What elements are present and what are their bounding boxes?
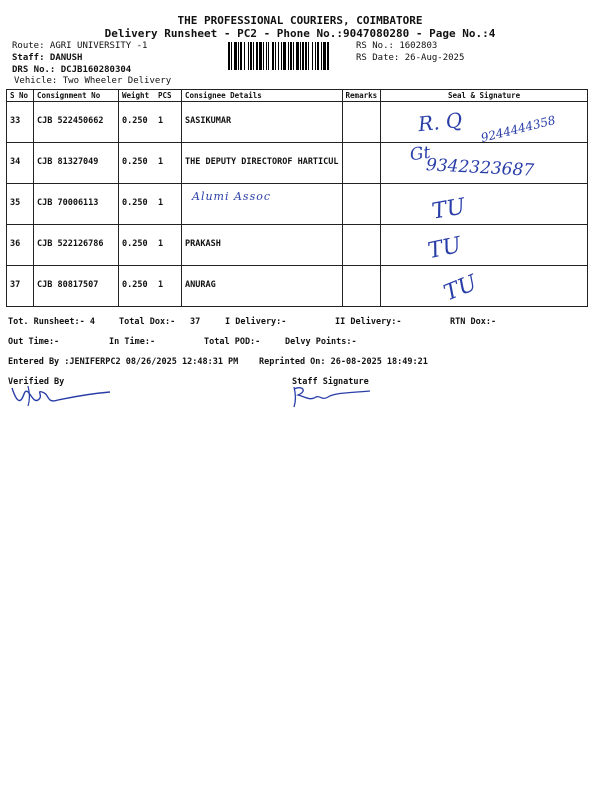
- staff-signature-scribble: [286, 383, 376, 409]
- row37-signature: TU: [440, 270, 481, 307]
- cell-remarks: [342, 184, 381, 225]
- barcode-bar: [238, 42, 239, 70]
- cell-consignment: CJB 70006113: [34, 184, 119, 225]
- cell-pcs: 1: [155, 184, 182, 225]
- row36-signature: TU: [425, 232, 464, 265]
- table-header-row: [7, 90, 588, 102]
- barcode-bar: [272, 42, 274, 70]
- col-seal-signature: Seal & Signature: [381, 90, 588, 102]
- cell-remarks: [342, 102, 381, 143]
- barcode-bar: [240, 42, 242, 70]
- cell-consignee: ANURAG: [182, 266, 343, 307]
- barcode-bar: [248, 42, 249, 70]
- table-row: [7, 266, 588, 307]
- barcode-bar: [308, 42, 309, 70]
- entered-by: Entered By :JENIFERPC2 08/26/2025 12:48:31 PM: [8, 357, 239, 367]
- rtn-dox-label: RTN Dox:-: [450, 317, 497, 327]
- barcode-bar: [259, 42, 262, 70]
- barcode-bar: [315, 42, 316, 70]
- reprinted-on: Reprinted On: 26-08-2025 18:49:21: [259, 357, 428, 367]
- rs-date: RS Date: 26-Aug-2025: [356, 53, 465, 63]
- cell-signature: [381, 225, 588, 266]
- col-remarks: Remarks: [342, 90, 381, 102]
- total-dox-label: Total Dox:-: [119, 317, 176, 327]
- row34-signature: Gt: [408, 142, 432, 166]
- cell-consignment: CJB 81327049: [34, 143, 119, 184]
- cell-weight: 0.250: [119, 102, 156, 143]
- cell-sno: 36: [7, 225, 34, 266]
- cell-weight: 0.250: [119, 184, 156, 225]
- table-row: [7, 225, 588, 266]
- barcode-bar: [288, 42, 289, 70]
- barcode-bar: [321, 42, 322, 70]
- barcode-bar: [312, 42, 313, 70]
- staff-signature-label: Staff Signature: [292, 377, 369, 387]
- vehicle-label: Vehicle: Two Wheeler Delivery: [14, 76, 172, 86]
- col-consignment: Consignment No: [34, 90, 119, 102]
- barcode-bar: [290, 42, 292, 70]
- cell-pcs: 1: [155, 225, 182, 266]
- total-pod-label: Total POD:-: [204, 337, 261, 347]
- cell-signature: [381, 266, 588, 307]
- barcode-bar: [281, 42, 282, 70]
- cell-remarks: [342, 266, 381, 307]
- row35-consignee-handwritten: Alumi Assoc: [192, 190, 272, 203]
- col-pcs: PCS: [155, 90, 182, 102]
- barcode-bar: [268, 42, 269, 70]
- delvy-points-label: Delvy Points:-: [285, 337, 357, 347]
- out-time-label: Out Time:-: [8, 337, 60, 347]
- barcode-bar: [234, 42, 237, 70]
- total-dox-value: 37: [190, 317, 201, 327]
- staff-label: Staff: DANUSH: [12, 53, 83, 63]
- barcode-bar: [296, 42, 299, 70]
- cell-pcs: 1: [155, 102, 182, 143]
- cell-pcs: 1: [155, 266, 182, 307]
- cell-weight: 0.250: [119, 143, 156, 184]
- barcode-bar: [305, 42, 307, 70]
- total-runsheet: Tot. Runsheet:- 4: [8, 317, 95, 327]
- row34-phone-handwritten: 9342323687: [425, 155, 535, 181]
- cell-signature: [381, 184, 588, 225]
- col-sno: S No: [7, 90, 34, 102]
- in-time-label: In Time:-: [109, 337, 156, 347]
- barcode-bar: [244, 42, 245, 70]
- barcode-bar: [266, 42, 267, 70]
- cell-consignment: CJB 80817507: [34, 266, 119, 307]
- col-consignee: Consignee Details: [182, 90, 343, 102]
- cell-weight: 0.250: [119, 266, 156, 307]
- barcode-bar: [293, 42, 294, 70]
- col-weight: Weight: [119, 90, 156, 102]
- i-delivery-label: I Delivery:-: [225, 317, 287, 327]
- cell-consignee: THE DEPUTY DIRECTOROF HARTICUL: [182, 143, 343, 184]
- cell-sno: 35: [7, 184, 34, 225]
- drs-number: DRS No.: DCJB160280304: [12, 65, 132, 75]
- cell-consignee: PRAKASH: [182, 225, 343, 266]
- cell-remarks: [342, 225, 381, 266]
- cell-remarks: [342, 143, 381, 184]
- barcode-bar: [317, 42, 319, 70]
- row35-signature: TU: [430, 194, 468, 225]
- table-row: [7, 184, 588, 225]
- runsheet-subtitle: Delivery Runsheet - PC2 - Phone No.:9047080280 - Page No.:4: [104, 27, 496, 40]
- barcode-bar: [253, 42, 254, 70]
- barcode-bar: [323, 42, 326, 70]
- barcode-bar: [275, 42, 276, 70]
- rs-number: RS No.: 1602803: [356, 41, 438, 51]
- barcode-bar: [256, 42, 258, 70]
- cell-consignment: CJB 522126786: [34, 225, 119, 266]
- ii-delivery-label: II Delivery:-: [335, 317, 402, 327]
- route-label: Route: AGRI UNIVERSITY -1: [12, 41, 148, 51]
- barcode-bar: [283, 42, 286, 70]
- barcode-bar: [263, 42, 264, 70]
- cell-consignment: CJB 522450662: [34, 102, 119, 143]
- barcode-bar: [231, 42, 232, 70]
- barcode-bar: [302, 42, 304, 70]
- barcode-bar: [327, 42, 329, 70]
- row33-phone-handwritten: 9244444358: [479, 112, 557, 146]
- barcode-bar: [300, 42, 301, 70]
- verified-by-label: Verified By: [8, 377, 65, 387]
- company-title: THE PROFESSIONAL COURIERS, COIMBATORE: [177, 14, 423, 27]
- cell-pcs: 1: [155, 143, 182, 184]
- barcode-bar: [278, 42, 279, 70]
- cell-sno: 33: [7, 102, 34, 143]
- row33-signature: R. Q: [416, 107, 464, 137]
- cell-sno: 34: [7, 143, 34, 184]
- verified-by-signature: [6, 380, 116, 412]
- barcode-bar: [228, 42, 230, 70]
- cell-sno: 37: [7, 266, 34, 307]
- runsheet-table: [6, 89, 588, 307]
- barcode-bar: [250, 42, 252, 70]
- cell-consignee: SASIKUMAR: [182, 102, 343, 143]
- barcode: [228, 42, 352, 70]
- cell-weight: 0.250: [119, 225, 156, 266]
